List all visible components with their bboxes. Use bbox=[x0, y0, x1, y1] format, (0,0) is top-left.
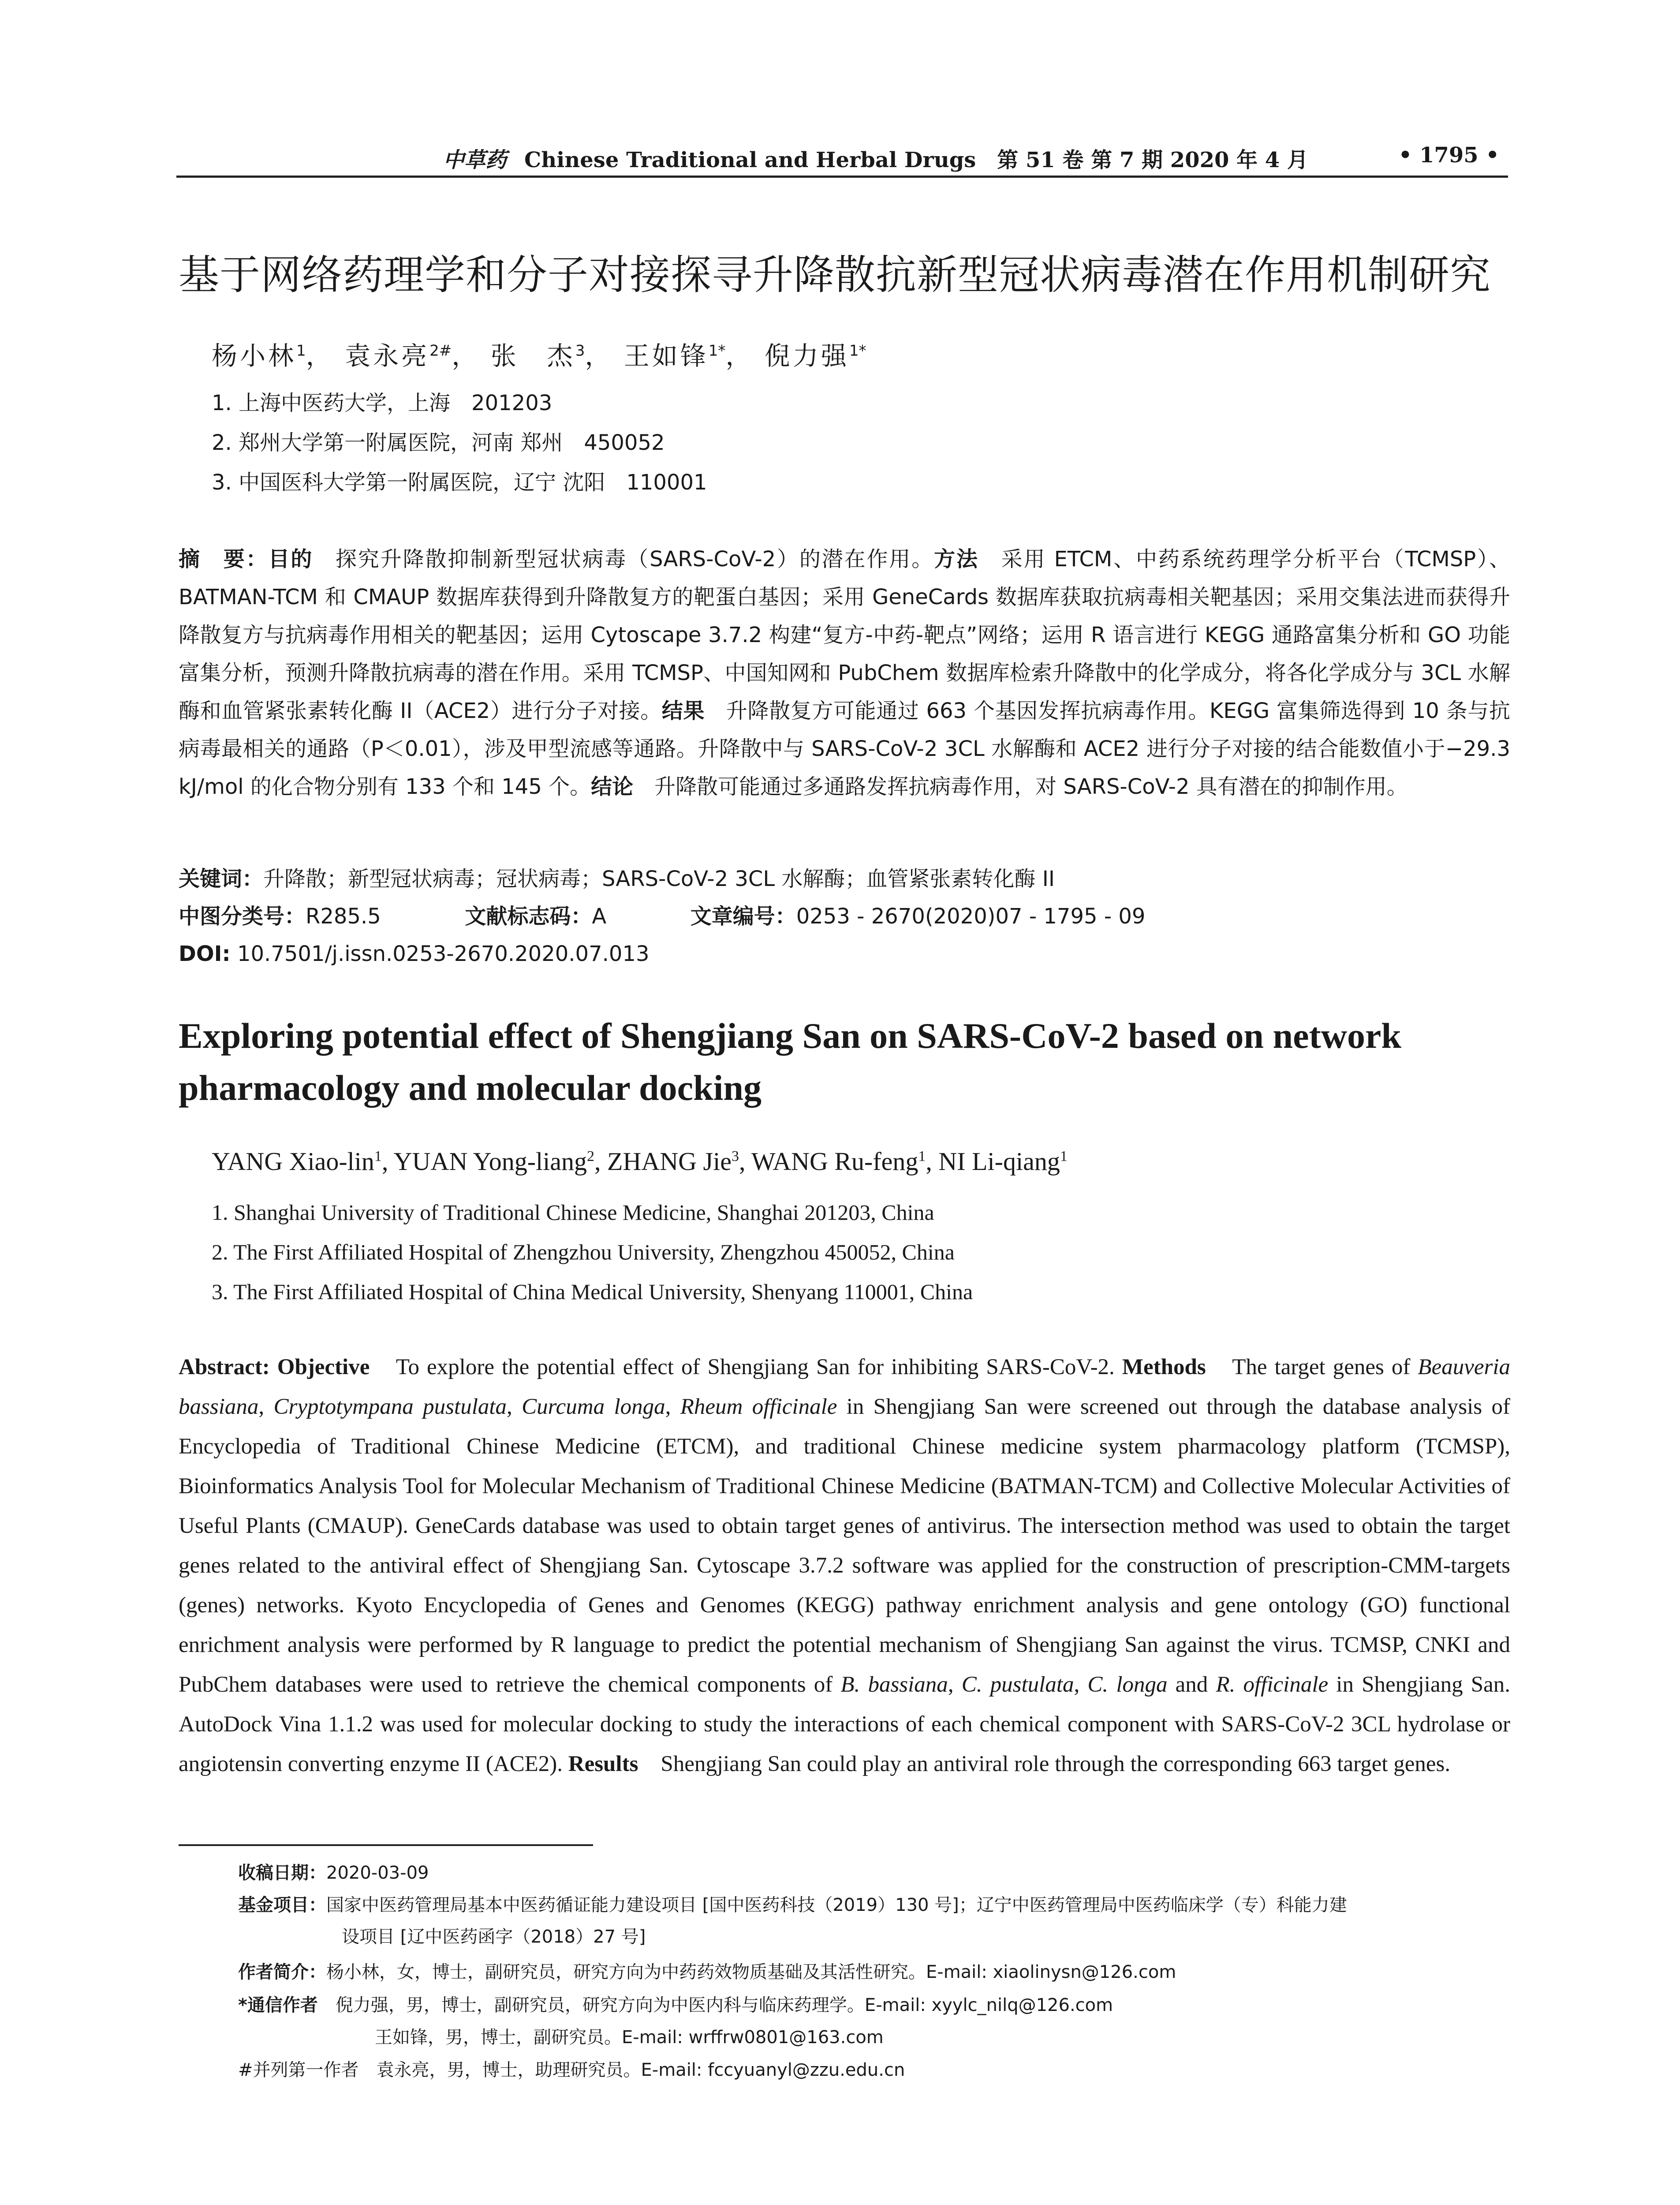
cn-author: 杨小林 bbox=[212, 341, 297, 371]
journal-name: Chinese Traditional and Herbal Drugs 第 51 卷 第 7 期 2020 年 4 月 bbox=[524, 148, 1308, 172]
cn-authors: 杨小林$^1$， 袁永亮$^{2\#}$， 张 杰$^3$， 王如锋$^{1*}$， 倪力强$^{1*}$ bbox=[212, 341, 866, 371]
en-authors: YANG Xiao-lin$^1$, YUAN Yong-liang$^2$, ZHANG Jie$^3$, WANG Ru-feng$^1$, NI Li-qiang$^1$ bbox=[212, 1147, 1068, 1176]
cn-title: 基于网络药理学和分子对接探寻升降散抗新型冠状病毒潜在作用机制研究 bbox=[179, 251, 1491, 299]
cn-results-label: 结果 bbox=[661, 699, 705, 723]
cn-keywords-text: 升降散；新型冠状病毒；冠状病毒；SARS-CoV-2 3CL 水解酶；血管紧张素转化酶 II bbox=[263, 867, 1055, 891]
article-no-value: 0253 - 2670(2020)07 - 1795 - 09 bbox=[796, 904, 1146, 929]
en-results: Shengjiang San could play an antiviral role through the corresponding 663 target genes. bbox=[638, 1752, 1451, 1776]
en-results-label: Results bbox=[568, 1752, 638, 1776]
footnote-author bbox=[238, 1958, 1176, 1986]
running-header bbox=[176, 136, 1499, 180]
cn-classification bbox=[179, 897, 1510, 935]
corresponding-label: *通信作者 bbox=[238, 1995, 318, 2015]
en-author: WANG Ru-feng bbox=[751, 1147, 918, 1176]
fund-text-2: 设项目 [辽中医药函字（2018）27 号] bbox=[342, 1927, 646, 1947]
footnote-corresponding bbox=[238, 1991, 1113, 2019]
en-methods-3: in Shengjiang San. AutoDock Vina 1.1.2 was used for molecular docking to study the interactions of each chemical component with SARS-CoV-2 3CL hydrolase or angiotensin converting enzyme II (ACE2). bbox=[179, 1672, 1510, 1776]
en-affiliation-3: 3. The First Affiliated Hospital of China Medical University, Shenyang 110001, China bbox=[212, 1279, 973, 1304]
fund-text-1: 国家中医药管理局基本中医药循证能力建设项目 [国中医药科技（2019）130 号]；辽宁中医药管理局中医药临床学（专）科能力建 bbox=[326, 1895, 1347, 1915]
cn-keywords-label: 关键词： bbox=[179, 867, 264, 891]
en-author-sup: 2 bbox=[587, 1148, 595, 1165]
cn-author: 袁永亮 bbox=[345, 341, 430, 371]
cn-author: 王如锋 bbox=[623, 341, 709, 371]
species-abbrev: R. officinale bbox=[1216, 1672, 1329, 1697]
header-rule bbox=[176, 176, 1508, 178]
doi-value: 10.7501/j.issn.0253-2670.2020.07.013 bbox=[230, 942, 650, 966]
corresponding-text-1: 倪力强，男，博士，副研究员，研究方向为中医内科与临床药理学。E-mail: xyylc_nilq@126.com bbox=[317, 1995, 1113, 2015]
cn-keywords bbox=[179, 860, 1510, 898]
species-name: Curcuma longa bbox=[522, 1394, 665, 1419]
cn-author-sup: 2# bbox=[429, 342, 452, 360]
species-abbrev: B. bassiana bbox=[840, 1672, 948, 1697]
en-author: YANG Xiao-lin bbox=[212, 1147, 374, 1176]
separator: and bbox=[1167, 1672, 1216, 1697]
cn-author-sup: 1 bbox=[296, 342, 306, 360]
doi-line bbox=[179, 935, 1510, 973]
footnote-received bbox=[238, 1859, 429, 1887]
species-name: Cryptotympana pustulata bbox=[273, 1394, 507, 1419]
corresponding-text-2: 王如锋，男，博士，副研究员。E-mail: wrffrw0801@163.com bbox=[375, 2027, 884, 2048]
cn-methods: 采用 ETCM、中药系统药理学分析平台（TCMSP）、BATMAN-TCM 和 CMAUP 数据库获得到升降散复方的靶蛋白基因；采用 GeneCards 数据库获取抗病毒相关靶基因；采用交集法进而获得升降散复方与抗病毒作用相关的靶基因；运用 Cytoscape 3.7.2 构建“复方-中药-靶点”网络；运用 R 语言进行 KEGG 通路富集分析和 GO 功能富集分析，预测升降散抗病毒的潜在作用。采用 TCMSP、中国知网和 PubChem 数据库检索升降散中的化学成分，将各化学成分与 3CL 水解酶和血管紧张素转化酶 II（ACE2）进行分子对接。 bbox=[179, 547, 1510, 723]
en-author: YUAN Yong-liang bbox=[393, 1147, 587, 1176]
cn-author-sup: 1* bbox=[849, 342, 866, 360]
doc-code-value: A bbox=[592, 904, 607, 929]
footnote-rule bbox=[179, 1844, 593, 1846]
en-title: Exploring potential effect of Shengjiang San on SARS-CoV-2 based on network pharmacology and molecular docking bbox=[179, 1016, 1402, 1108]
page-number: • 1795 • bbox=[1398, 143, 1499, 168]
en-author-sup: 1 bbox=[918, 1148, 926, 1165]
en-author: NI Li-qiang bbox=[938, 1147, 1060, 1176]
cn-objective: 探究升降散抑制新型冠状病毒（SARS-CoV-2）的潜在作用。 bbox=[313, 547, 934, 572]
cn-objective-label: 目的 bbox=[268, 547, 314, 572]
fund-label: 基金项目： bbox=[238, 1895, 326, 1915]
separator: , bbox=[948, 1672, 962, 1697]
clc-value: R285.5 bbox=[306, 904, 381, 929]
cn-abstract bbox=[179, 540, 1510, 806]
cn-author-sup: 1* bbox=[708, 342, 726, 360]
en-author-sup: 3 bbox=[731, 1148, 739, 1165]
separator: , bbox=[665, 1394, 680, 1419]
separator: , bbox=[258, 1394, 274, 1419]
en-author-sup: 1 bbox=[1060, 1148, 1068, 1165]
journal-brand: 中草药 bbox=[443, 148, 507, 172]
species-name: Rheum officinale bbox=[680, 1394, 837, 1419]
received-date: 2020-03-09 bbox=[326, 1863, 429, 1883]
doc-code-label: 文献标志码： bbox=[465, 904, 592, 929]
cn-author: 张 杰 bbox=[490, 341, 575, 371]
en-methods-1: The target genes of bbox=[1206, 1355, 1418, 1379]
footnote-fund bbox=[238, 1891, 1517, 1919]
cn-conclusion-label: 结论 bbox=[591, 774, 634, 799]
en-affiliation-1: 1. Shanghai University of Traditional Chinese Medicine, Shanghai 201203, China bbox=[212, 1200, 934, 1225]
cn-affiliation-3: 3. 中国医科大学第一附属医院，辽宁 沈阳 110001 bbox=[212, 470, 707, 495]
journal-header bbox=[443, 143, 1308, 173]
separator: , bbox=[1074, 1672, 1088, 1697]
article-no-label: 文章编号： bbox=[690, 904, 796, 929]
en-methods-label: Methods bbox=[1122, 1355, 1206, 1379]
author-intro-text: 杨小林，女，博士，副研究员，研究方向为中药药效物质基础及其活性研究。E-mail: xiaolinysn@126.com bbox=[326, 1962, 1176, 1982]
en-methods-2: in Shengjiang San were screened out through the database analysis of Encyclopedia of Traditional Chinese Medicine (ETCM), and traditional Chinese medicine system pharmacology platform (TCMSP), Bioinformatics Analysis Tool for Molecular Mechanism of Traditional Chinese Medicine (BATMAN-TCM) and Collective Molecular Activities of Useful Plants (CMAUP). GeneCards database was used to obtain target genes of antivirus. The intersection method was used to obtain the target genes related to the antiviral effect of Shengjiang San. Cytoscape 3.7.2 software was applied for the construction of prescription-CMM-targets (genes) networks. Kyoto Encyclopedia of Genes and Genomes (KEGG) pathway enrichment analysis and gene ontology (GO) functional enrichment analysis were performed by R language to predict the potential mechanism of Shengjiang San against the virus. TCMSP, CNKI and PubChem databases were used to retrieve the chemical components of bbox=[179, 1394, 1511, 1697]
footnote-cofirst: #并列第一作者 袁永亮，男，博士，助理研究员。E-mail: fccyuanyl@zzu.edu.cn bbox=[238, 2060, 905, 2080]
cn-author: 倪力强 bbox=[764, 341, 849, 371]
species-abbrev: C. pustulata bbox=[961, 1672, 1074, 1697]
en-affiliation-2: 2. The First Affiliated Hospital of Zhengzhou University, Zhengzhou 450052, China bbox=[212, 1240, 955, 1264]
cn-methods-label: 方法 bbox=[934, 547, 979, 572]
cn-conclusion: 升降散可能通过多通路发挥抗病毒作用，对 SARS-CoV-2 具有潜在的抑制作用。 bbox=[633, 774, 1408, 799]
species-abbrev: C. longa bbox=[1087, 1672, 1168, 1697]
en-objective: To explore the potential effect of Shengjiang San for inhibiting SARS-CoV-2. bbox=[370, 1355, 1122, 1379]
en-author-sup: 1 bbox=[374, 1148, 382, 1165]
doi-label: DOI: bbox=[179, 942, 231, 966]
cn-results: 升降散复方可能通过 663 个基因发挥抗病毒作用。KEGG 富集筛选得到 10 条与抗病毒最相关的通路（P＜0.01），涉及甲型流感等通路。升降散中与 SARS-CoV-2 3CL 水解酶和 ACE2 进行分子对接的结合能数值小于−29.3 kJ/mol 的化合物分别有 133 个和 145 个。 bbox=[179, 699, 1510, 799]
author-intro-label: 作者简介： bbox=[238, 1962, 326, 1982]
en-author: ZHANG Jie bbox=[607, 1147, 732, 1176]
clc-label: 中图分类号： bbox=[179, 904, 306, 929]
en-abstract bbox=[179, 1347, 1510, 1784]
cn-affiliation-2: 2. 郑州大学第一附属医院，河南 郑州 450052 bbox=[212, 430, 665, 455]
species-name: Beauveria bassiana bbox=[179, 1355, 1510, 1419]
cn-abstract-label: 摘 要： bbox=[179, 547, 269, 572]
cn-author-sup: 3 bbox=[575, 342, 585, 360]
cn-affiliation-1: 1. 上海中医药大学，上海 201203 bbox=[212, 391, 553, 415]
separator: , bbox=[507, 1394, 522, 1419]
received-label: 收稿日期： bbox=[238, 1863, 326, 1883]
en-objective-label: Abstract: Objective bbox=[179, 1355, 370, 1379]
